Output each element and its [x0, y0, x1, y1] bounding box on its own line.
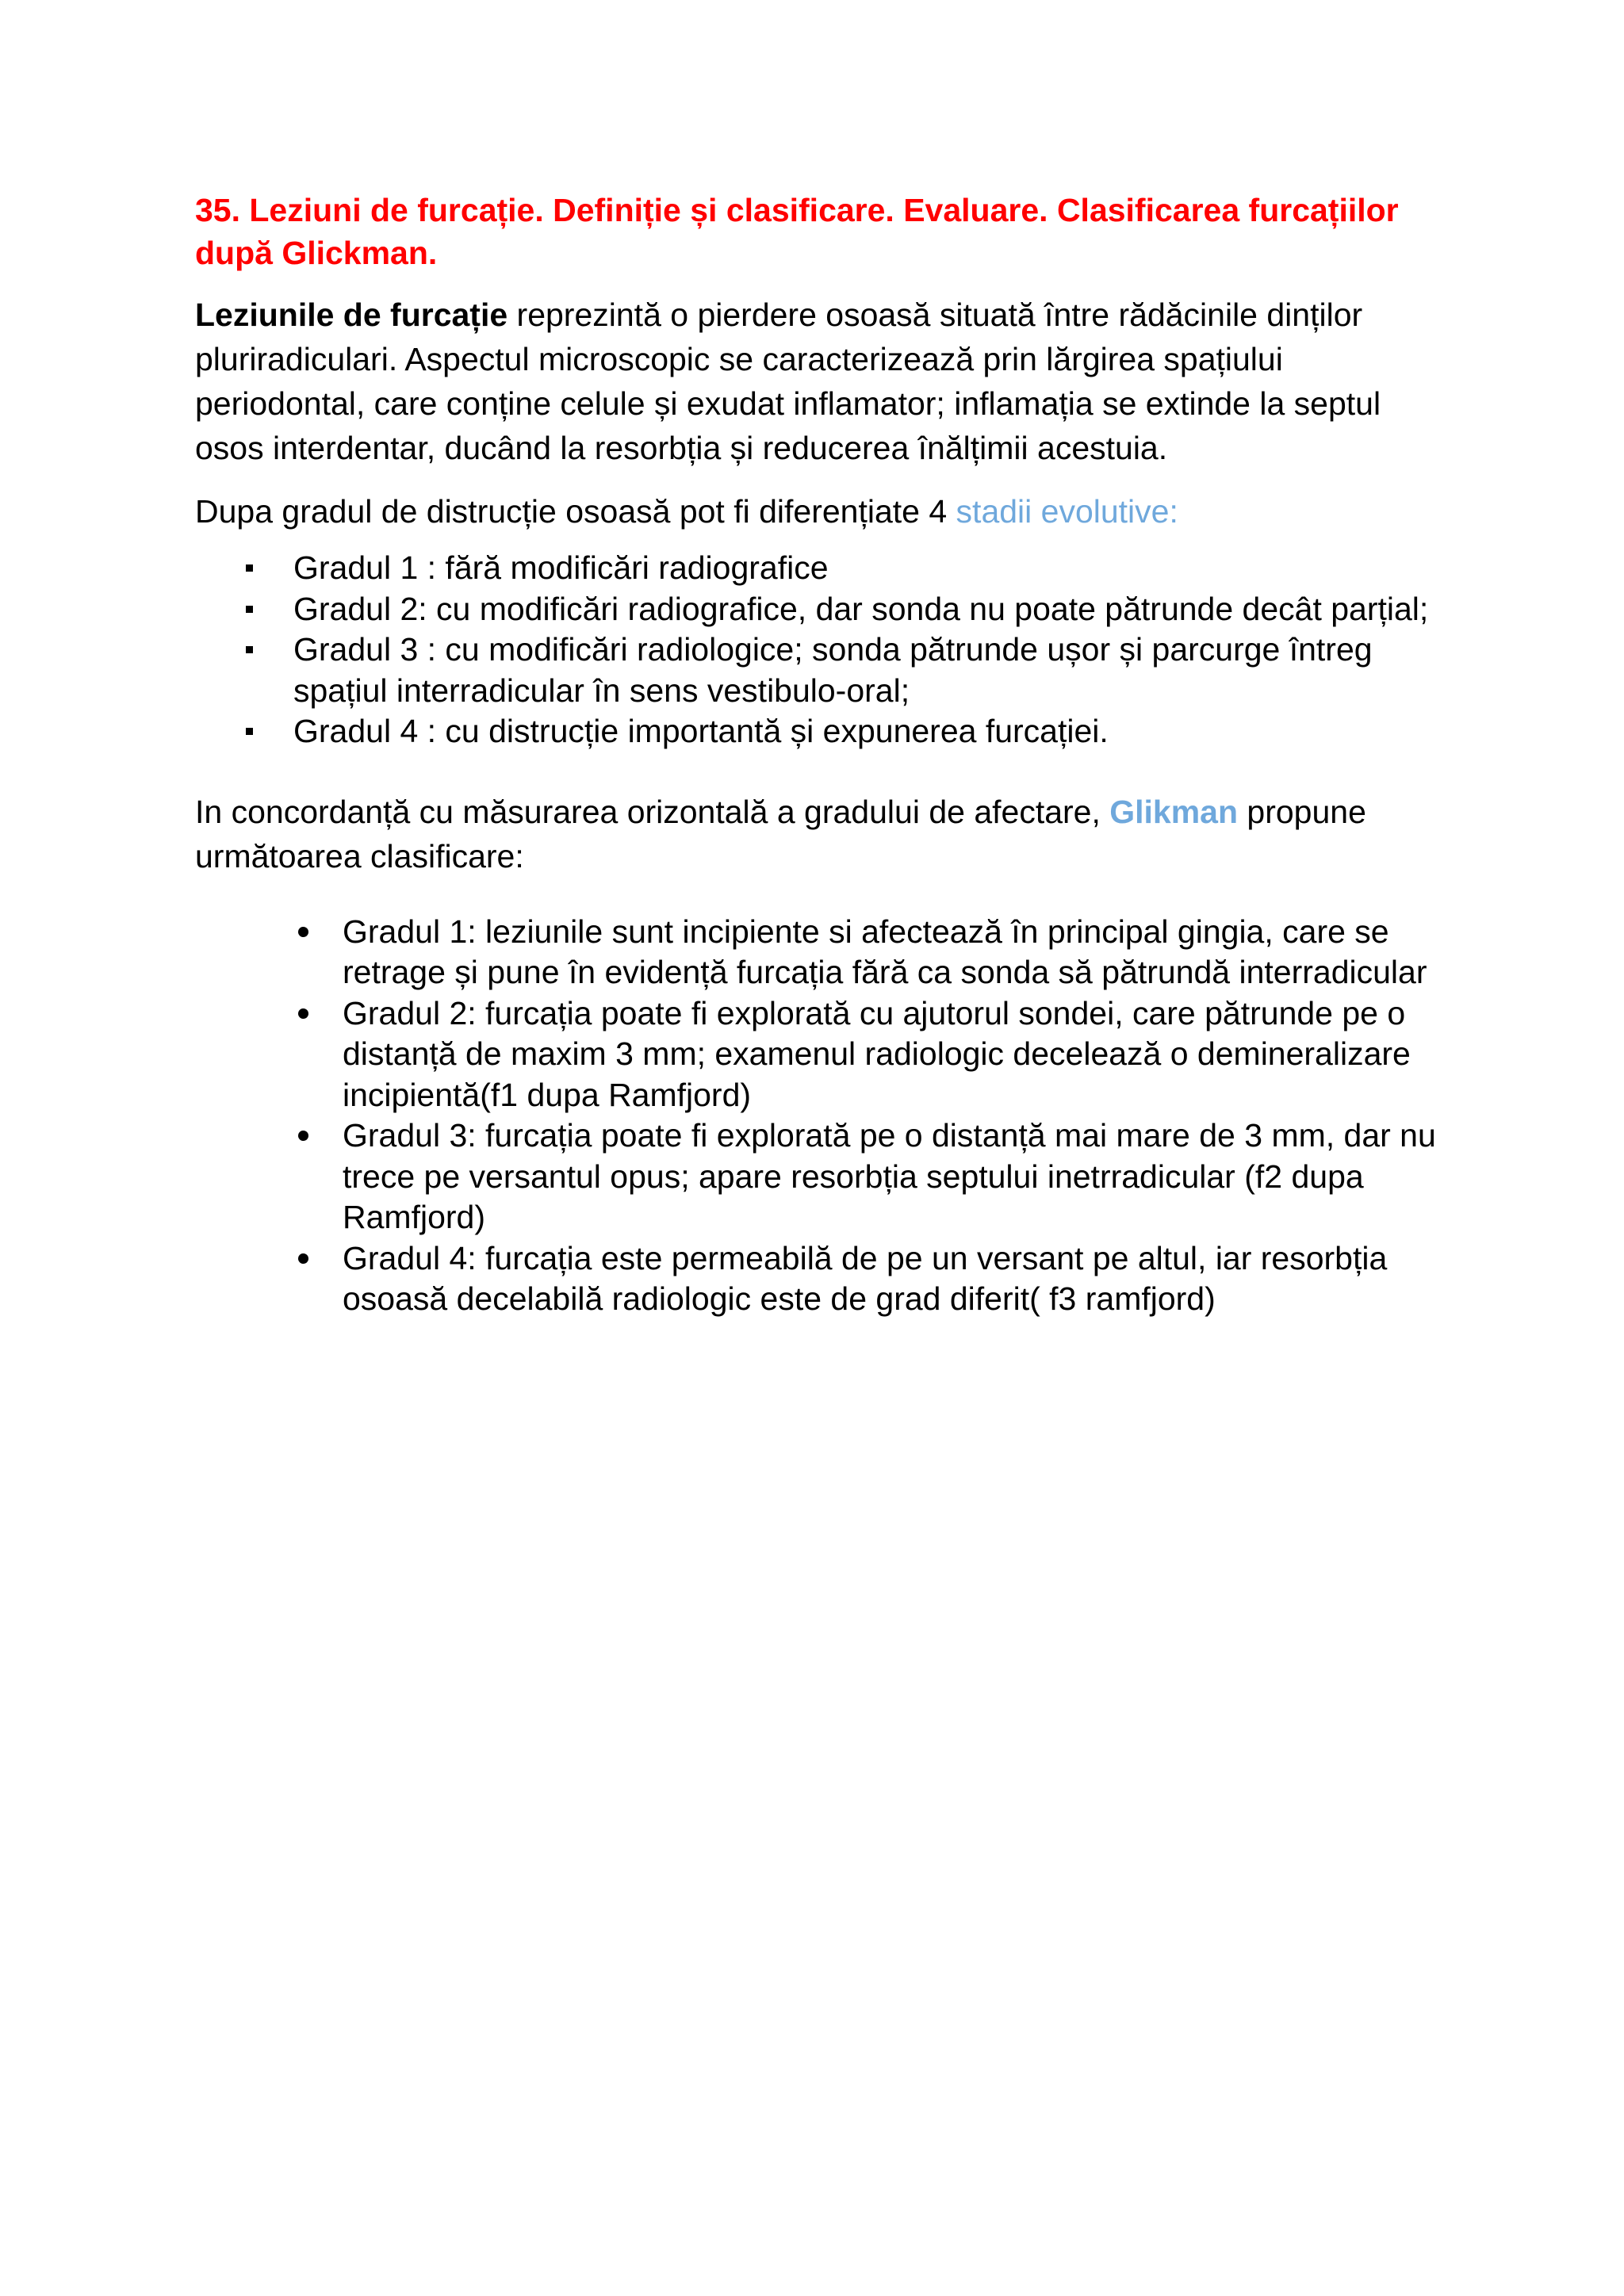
- list-item: [343, 912, 1456, 993]
- round-bullet-icon: [298, 1253, 308, 1264]
- round-bullet-icon: [298, 1131, 308, 1141]
- glickman-grades-list: [195, 912, 1456, 1320]
- list-item: [293, 629, 1456, 711]
- section-heading: 35. Leziuni de furcație. Definiție și clasificare. Evaluare. Clasificarea furcațiilor după Glickman.: [195, 192, 1399, 271]
- stages-intro-text: Dupa gradul de distrucție osoasă pot fi diferențiate 4: [195, 493, 956, 530]
- list-item: [343, 1238, 1456, 1320]
- round-bullet-icon: [298, 1008, 308, 1019]
- square-bullet-icon: [246, 606, 253, 613]
- document-content: [195, 189, 1456, 1320]
- intro-text: reprezintă o pierdere osoasă situată între rădăcinile dinților pluriradiculari. Aspectul microscopic se caracterizează prin lărgirea spațiului periodontal, care conține celule și exudat inflamator; inflamația se extinde la septul osos interdentar, ducând la resorbția și reducerea înălțimii acestuia.: [195, 297, 1381, 466]
- stages-list: [195, 548, 1456, 752]
- round-bullet-icon: [298, 927, 308, 937]
- glickman-intro-text: In concordanță cu măsurarea orizontală a gradului de afectare,: [195, 793, 1110, 830]
- list-item: [293, 548, 1456, 589]
- intro-bold-term: Leziunile de furcație: [195, 297, 508, 333]
- list-item-text: Gradul 3: furcația poate fi explorată pe o distanță mai mare de 3 mm, dar nu trece pe versantul opus; apare resorbția septului inetrradicular (f2 dupa Ramfjord): [343, 1117, 1436, 1235]
- stages-link-text: stadii evolutive:: [956, 493, 1178, 530]
- list-item-text: Gradul 2: furcația poate fi explorată cu ajutorul sondei, care pătrunde pe o distanță de maxim 3 mm; examenul radiologic decelează o demineralizare incipientă(f1 dupa Ramfjord): [343, 994, 1411, 1113]
- list-item-text: Gradul 1 : fără modificări radiografice: [293, 549, 829, 586]
- square-bullet-icon: [246, 728, 253, 735]
- glickman-intro-text-after: propune următoarea clasificare:: [195, 793, 1366, 874]
- list-item-text: Gradul 4: furcația este permeabilă de pe un versant pe altul, iar resorbția osoasă decelabilă radiologic este de grad diferit( f3 ramfjord): [343, 1239, 1388, 1317]
- square-bullet-icon: [246, 646, 253, 653]
- stages-intro-paragraph: [195, 489, 1456, 534]
- list-item: [343, 993, 1456, 1116]
- list-item-text: Gradul 2: cu modificări radiografice, dar sonda nu poate pătrunde decât parțial;: [293, 590, 1429, 627]
- glickman-intro-paragraph: [195, 790, 1456, 878]
- square-bullet-icon: [246, 564, 253, 572]
- list-item-text: Gradul 1: leziunile sunt incipiente si afectează în principal gingia, care se retrage și pune în evidență furcația fără ca sonda să pătrundă interradicular: [343, 913, 1427, 990]
- intro-paragraph: [195, 293, 1456, 470]
- list-item-text: Gradul 3 : cu modificări radiologice; sonda pătrunde ușor și parcurge întreg spațiul interradicular în sens vestibulo-oral;: [293, 631, 1373, 709]
- list-item: [293, 711, 1456, 752]
- list-item-text: Gradul 4 : cu distrucție importantă și expunerea furcației.: [293, 713, 1109, 749]
- list-item: [293, 589, 1456, 630]
- glickman-name: Glikman: [1109, 793, 1239, 830]
- list-item: [343, 1115, 1456, 1238]
